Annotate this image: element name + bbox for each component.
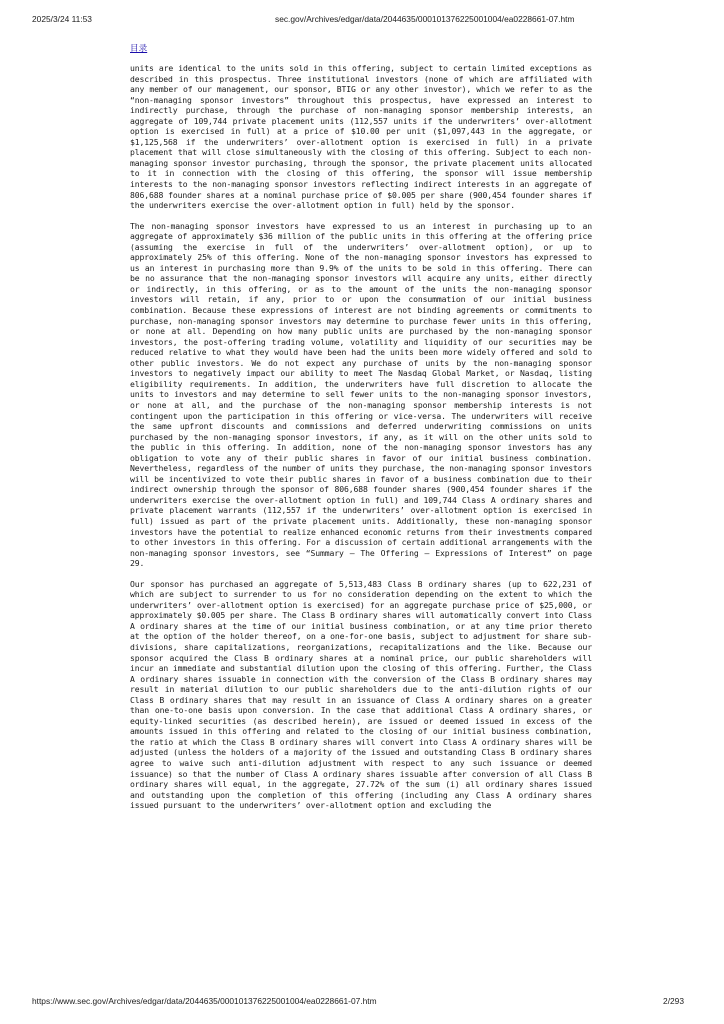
document-body (130, 63, 592, 821)
paragraph-expressions-of-interest: The non-managing sponsor investors have expressed to us an interest in purchasing up to an aggregate of approximately $36 million of the public units in this offering at the offering price (assuming the exercise in full of the underwriters’ over-allotment option), or up to approximately 25% of this offering. None of the non-managing sponsor investors has expressed to us an interest in purchasing more than 9.9% of the units to be sold in this offering. There can be no assurance that the non-managing sponsor investors will acquire any units, either directly or indirectly, in this offering, or as to the amount of the units the non-managing sponsor investors will retain, if any, prior to or upon the consummation of our initial business combination. Because these expressions of interest are not binding agreements or commitments to purchase, non-managing sponsor investors may determine to purchase fewer units in this offering, or none at all. Depending on how many public units are purchased by the non-managing sponsor investors, the post-offering trading volume, volatility and liquidity of our securities may be reduced relative to what they would have been had the units been more widely offered and sold to other public investors. We do not expect any purchase of units by the non-managing sponsor investors to negatively impact our ability to meet The Nasdaq Global Market, or Nasdaq, listing eligibility requirements. In addition, the underwriters have full discretion to allocate the units to investors and may determine to sell fewer units to the non-managing sponsor investors, or none at all, and the purchase of the non-managing sponsor membership interests is not contingent upon the participation in this offering or vice-versa. The underwriters will receive the same upfront discounts and commissions and deferred underwriting commissions on units purchased by the non-managing sponsor investors, if any, as it will on the other units sold to the public in this offering. In addition, none of the non-managing sponsor investors has any obligation to vote any of their public shares in favor of our initial business combination. Nevertheless, regardless of the number of units they purchase, the non-managing sponsor investors will be incentivized to vote their public shares in favor of a business combination due to their indirect ownership through the sponsor of 806,688 founder shares (900,454 founder shares if the underwriters exercise the over-allotment option in full) and 109,744 Class A ordinary shares and private placement warrants (112,557 if the underwriters’ over-allotment option is exercised in full) issued as part of the private placement units. Additionally, these non-managing sponsor investors have the potential to realize enhanced economic returns from their investments compared to other investors in this offering. For a discussion of certain additional arrangements with the non-managing sponsor investors, see “Summary — The Offering — Expressions of Interest” on page 29. (130, 220, 592, 569)
table-of-contents-link[interactable]: 目录 (130, 44, 148, 54)
paragraph-class-b-shares: Our sponsor has purchased an aggregate of 5,513,483 Class B ordinary shares (up to 622,231 of which are subject to surrender to us for no consideration depending on the extent to which the underwriters’ over-allotment option is exercised) for an aggregate purchase price of $25,000, or approximately $0.005 per share. The Class B ordinary shares will automatically convert into Class A ordinary shares at the time of our initial business combination, or at any time prior thereto at the option of the holder thereof, on a one-for-one basis, subject to adjustment for share sub-divisions, share capitalizations, reorganizations, recapitalizations and the like. Because our sponsor acquired the Class B ordinary shares at a nominal price, our public shareholders will incur an immediate and substantial dilution upon the closing of this offering. Further, the Class A ordinary shares issuable in connection with the conversion of the Class B ordinary shares may result in material dilution to our public shareholders due to the anti-dilution rights of our Class B ordinary shares that may result in an issuance of Class A ordinary shares on a greater than one-to-one basis upon conversion. In the case that additional Class A ordinary shares, or equity-linked securities (as described herein), are issued or deemed issued in excess of the amounts issued in this offering and related to the closing of our initial business combination, the ratio at which the Class B ordinary shares will convert into Class A ordinary shares will be adjusted (unless the holders of a majority of the issued and outstanding Class B ordinary shares agree to waive such anti-dilution adjustment with respect to any such issuance or deemed issuance) so that the number of Class A ordinary shares issuable after conversion of all Class B ordinary shares will equal, in the aggregate, 27.72% of the sum (i) all ordinary shares issued and outstanding upon the completion of this offering (including any Class A ordinary shares issued pursuant to the underwriters’ over-allotment option and excluding the (130, 578, 592, 811)
browser-print-header (32, 14, 692, 28)
print-footer-url: https://www.sec.gov/Archives/edgar/data/2044635/000101376225001004/ea0228661-07.htm (32, 996, 377, 1006)
browser-print-footer (32, 996, 692, 1010)
print-page-number: 2/293 (663, 996, 684, 1006)
paragraph-private-placement: units are identical to the units sold in this offering, subject to certain limited exceptions as described in this prospectus. Three institutional investors (none of which are affiliated with any member of our management, our sponsor, BTIG or any other investor), which we refer to as the “non-managing sponsor investors” throughout this prospectus, have expressed an interest to indirectly purchase, through the purchase of non-managing sponsor membership interests, an aggregate of 109,744 private placement units (112,557 units if the underwriters’ over-allotment option is exercised in full) at a price of $10.00 per unit ($1,097,443 in the aggregate, or $1,125,568 if the underwriters’ over-allotment option is exercised in full) in a private placement that will close simultaneously with the closing of this offering. Subject to each non-managing sponsor investor purchasing, through the sponsor, the private placement units allocated to it in connection with the closing of this offering, the sponsor will issue membership interests to the non-managing sponsor investors reflecting indirect interests in an aggregate of 806,688 founder shares at a nominal purchase price of $0.005 per share (900,454 founder shares if the underwriters exercise the over-allotment option in full) held by the sponsor. (130, 63, 592, 211)
print-page-url: sec.gov/Archives/edgar/data/2044635/000101376225001004/ea0228661-07.htm (275, 14, 575, 24)
print-timestamp: 2025/3/24 11:53 (32, 14, 92, 24)
